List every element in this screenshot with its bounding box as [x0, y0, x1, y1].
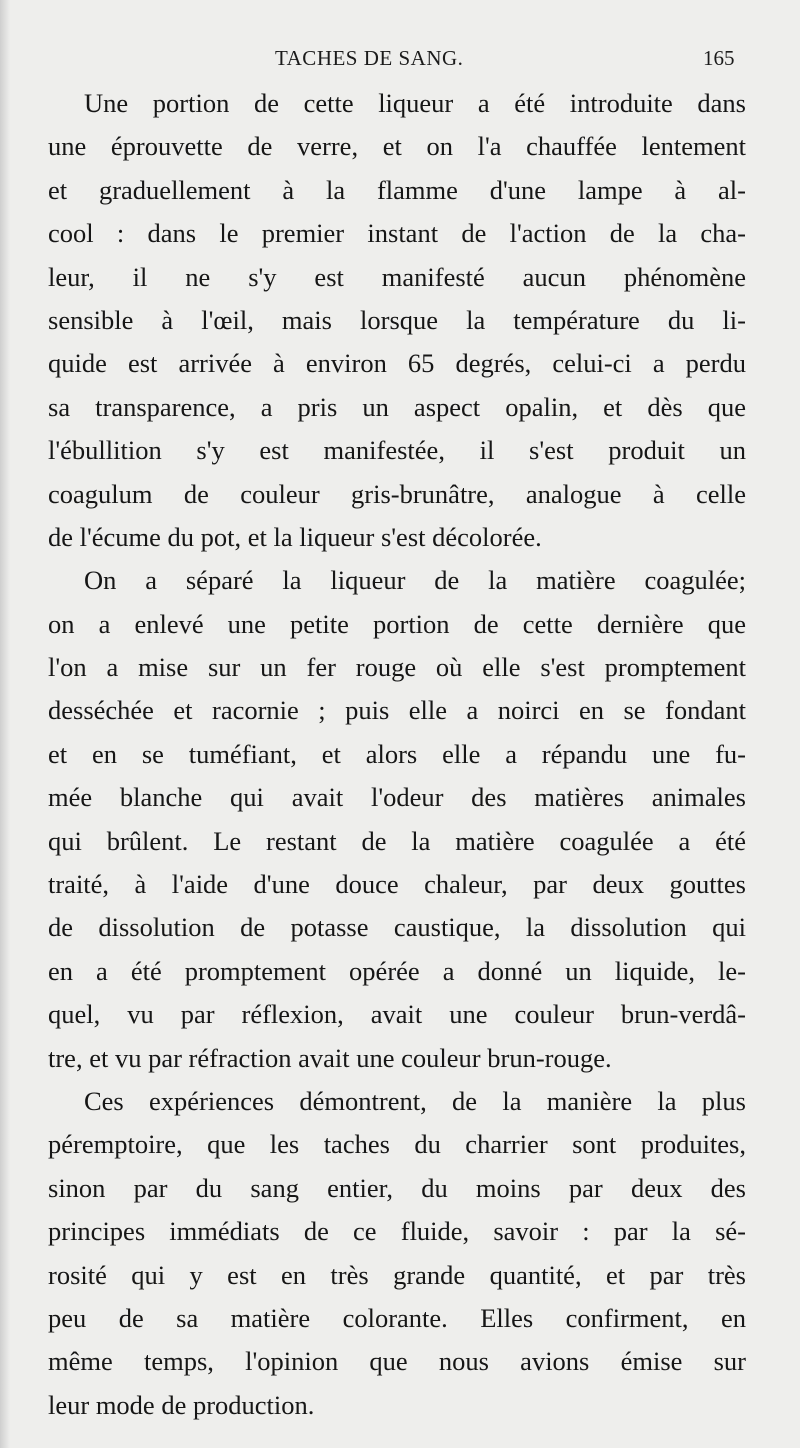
text-line: de dissolution de potasse caustique, la dissolution qui [48, 912, 746, 943]
text-line: Une portion de cette liqueur a été introduite dans [84, 88, 746, 118]
text-line: desséchée et racornie ; puis elle a noirci en se fondant [48, 695, 746, 726]
text-line: l'on a mise sur un fer rouge où elle s'est promptement [48, 652, 746, 683]
text-line: principes immédiats de ce fluide, savoir : par la sé- [48, 1216, 746, 1247]
text-line: et graduellement à la flamme d'une lampe à al- [48, 174, 746, 205]
text-line: On a séparé la liqueur de la matière coagulée; [84, 565, 746, 596]
running-title: TACHES DE SANG. [275, 46, 464, 70]
text-line: mée blanche qui avait l'odeur des matières animales [48, 782, 746, 813]
text-line: une éprouvette de verre, et on l'a chauffée lentement [48, 131, 746, 162]
text-line: rosité qui y est en très grande quantité, et par très [48, 1259, 746, 1290]
paragraph [48, 1080, 746, 1427]
text-line: qui brûlent. Le restant de la matière coagulée a été [48, 825, 746, 856]
text-line: Ces expériences démontrent, de la manière la plus [84, 1085, 746, 1116]
page-gutter-shadow [0, 0, 10, 1448]
text-line: leur, il ne s'y est manifesté aucun phénomène [48, 261, 746, 292]
text-line: sa transparence, a pris un aspect opalin, et dès que [48, 391, 746, 422]
text-line: cool : dans le premier instant de l'action de la cha- [48, 218, 746, 249]
text-line: tre, et vu par réfraction avait une couleur brun-rouge. [48, 1042, 612, 1073]
text-line: sinon par du sang entier, du moins par deux des [48, 1172, 746, 1203]
text-line: quel, vu par réflexion, avait une couleur brun-verdâ- [48, 999, 746, 1030]
text-line: en a été promptement opérée a donné un liquide, le- [48, 955, 746, 986]
text-line: traité, à l'aide d'une douce chaleur, par deux gouttes [48, 869, 746, 900]
text-line: péremptoire, que les taches du charrier sont produites, [48, 1129, 746, 1160]
paragraph [48, 82, 746, 559]
body-text [48, 82, 746, 1427]
text-line: coagulum de couleur gris-brunâtre, analogue à celle [48, 478, 746, 509]
text-line: leur mode de production. [48, 1389, 315, 1420]
text-line: l'ébullition s'y est manifestée, il s'est produit un [48, 435, 746, 466]
text-line: même temps, l'opinion que nous avions émise sur [48, 1346, 746, 1377]
text-line: sensible à l'œil, mais lorsque la température du li- [48, 304, 746, 335]
text-line: quide est arrivée à environ 65 degrés, celui-ci a perdu [48, 348, 746, 379]
page-header [0, 40, 800, 80]
text-line: de l'écume du pot, et la liqueur s'est décolorée. [48, 521, 542, 552]
text-line: peu de sa matière colorante. Elles confirment, en [48, 1302, 746, 1333]
text-line: on a enlevé une petite portion de cette dernière que [48, 608, 746, 639]
paragraph [48, 559, 746, 1080]
text-line: et en se tuméfiant, et alors elle a répandu une fu- [48, 738, 746, 769]
page-number: 165 [703, 46, 735, 70]
